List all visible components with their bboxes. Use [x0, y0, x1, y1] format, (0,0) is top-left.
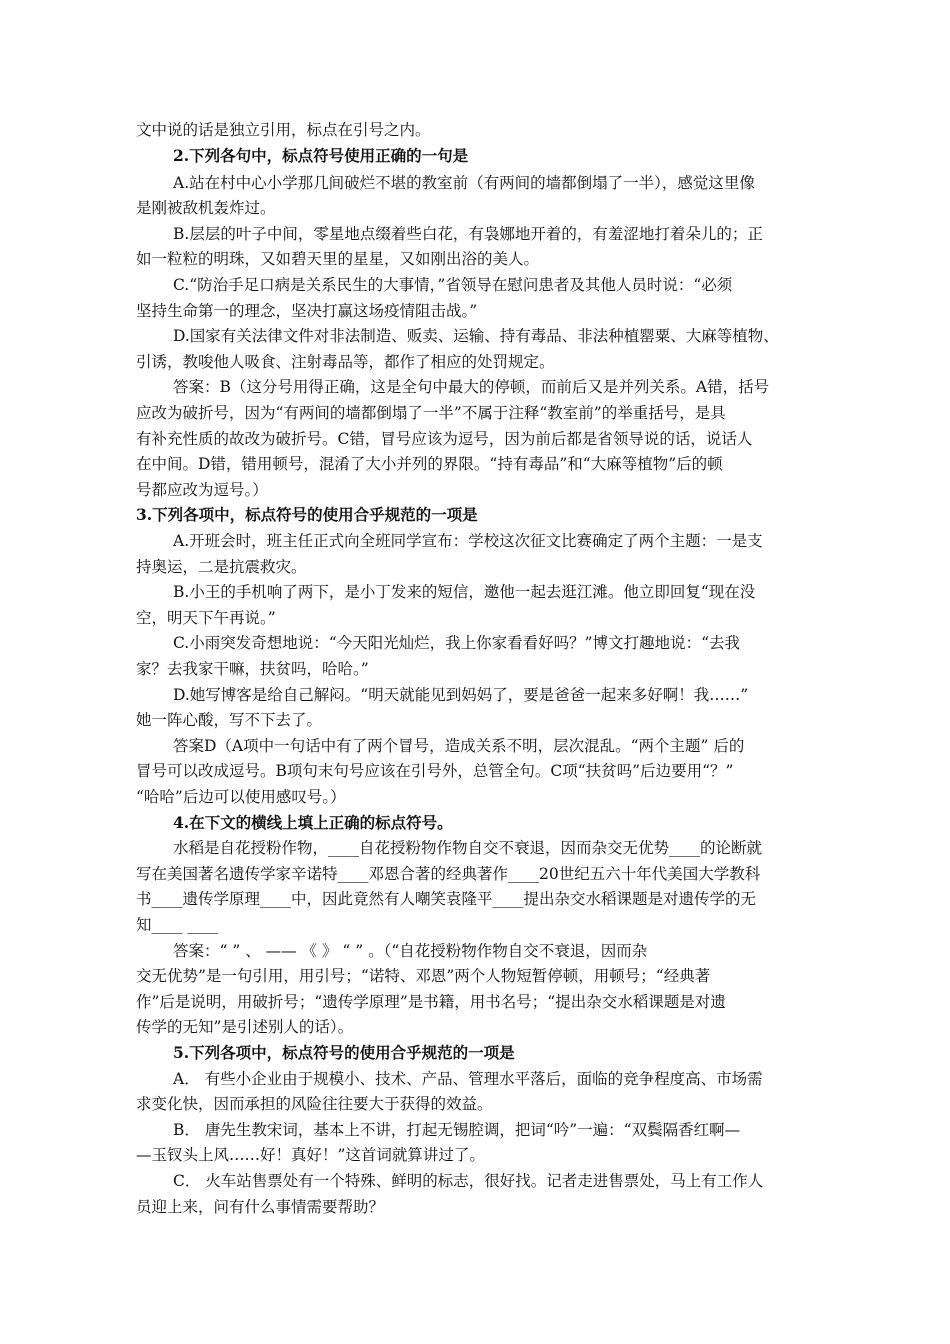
text-line: 号都应改为逗号。） [136, 481, 268, 499]
text-line: D.国家有关法律文件对非法制造、贩卖、运输、持有毒品、非法种植罂粟、大麻等植物、 [173, 327, 779, 345]
text-line: A.站在村中心小学那几间破烂不堪的教室前（有两间的墙都倒塌了一半），感觉这里像 [173, 174, 755, 192]
text-line: 书____遗传学原理____中，因此竟然有人嘲笑袁隆平____提出杂交水稻课题是对遗传学的无 [136, 890, 757, 908]
text-line: C． 火车站售票处有一个特殊、鲜明的标志，很好找。记者走进售票处，马上有工作人 [173, 1172, 764, 1190]
text-line: 应改为破折号，因为“有两间的墙都倒塌了一半”不属于注释“教室前”的举重括号，是具 [136, 404, 726, 422]
text-line: 写在美国著名遗传学家辛诺特____邓恩合著的经典著作____20世纪五六十年代美国大学教科 [136, 865, 761, 883]
answer-line: 答案D（A项中一句话中有了两个冒号，造成关系不明，层次混乱。“两个主题” 后的 [173, 737, 745, 755]
text-line: B.层层的叶子中间，零星地点缀着些白花，有袅娜地开着的，有羞涩地打着朵儿的；正 [173, 225, 763, 243]
text-line: 员迎上来，问有什么事情需要帮助？ [136, 1198, 385, 1216]
answer-line: 答案：“ ” 、 —— 《 》 “ ” 。（“自花授粉物作物自交不衰退，因而杂 [173, 942, 648, 960]
answer-line: 答案：B（这分号用得正确，这是全句中最大的停顿，而前后又是并列关系。A错，括号 [173, 378, 770, 396]
text-line: B.小王的手机响了两下，是小丁发来的短信，邀他一起去逛江滩。他立即回复“现在没 [173, 583, 756, 601]
text-line: —玉钗头上风……好！真好！”这首词就算讲过了。 [136, 1146, 485, 1164]
question-3-heading: 3.下列各项中，标点符号的使用合乎规范的一项是 [136, 505, 478, 524]
text-line: 是刚被敌机轰炸过。 [136, 199, 276, 217]
text-line: 文中说的话是独立引用，标点在引号之内。 [136, 121, 431, 139]
text-line: 交无优势”是一句引用，用引号；“诺特、邓恩”两个人物短暂停顿，用顿号；“经典著 [136, 967, 711, 985]
question-2-heading: 2.下列各句中，标点符号使用正确的一句是 [173, 146, 469, 165]
text-line: D.她写博客是给自己解闷。“明天就能见到妈妈了，要是爸爸一起来多好啊！我……” [173, 686, 749, 704]
text-line: 求变化快，因而承担的风险往往要大于获得的效益。 [136, 1095, 493, 1113]
text-line: 家？去我家干嘛，扶贫吗，哈哈。” [136, 660, 369, 678]
text-line: 如一粒粒的明珠，又如碧天里的星星，又如刚出浴的美人。 [136, 250, 540, 268]
text-line: 水稻是自花授粉作物，____自花授粉物作物自交不衰退，因而杂交无优势____的论断就 [173, 839, 763, 857]
text-line: 作”后是说明，用破折号；“遗传学原理”是书籍，用书名号；“提出杂交水稻课题是对遗 [136, 993, 726, 1011]
text-line: 传学的无知”是引述别人的话）。 [136, 1018, 354, 1036]
text-line: 空，明天下午再说。” [136, 609, 276, 627]
text-line: C.“防治手足口病是关系民生的大事情，”省领导在慰问患者及其他人员时说：“必须 [173, 276, 733, 294]
text-line: A.开班会时，班主任正式向全班同学宣布：学校这次征文比赛确定了两个主题：一是支 [173, 532, 763, 550]
question-4-heading: 4.在下文的横线上填上正确的标点符号。 [173, 813, 453, 832]
text-line: C.小雨突发奇想地说：“今天阳光灿烂，我上你家看看好吗？”博文打趣地说：“去我 [173, 634, 741, 652]
text-line: B． 唐先生教宋词，基本上不讲，打起无锡腔调，把词“吟”一遍：“双鬓隔香红啊— [173, 1121, 741, 1139]
text-line: 有补充性质的故改为破折号。C错，冒号应该为逗号，因为前后都是省领导说的话，说话人 [136, 430, 753, 448]
text-line: 坚持生命第一的理念，坚决打赢这场疫情阻击战。” [136, 302, 478, 320]
text-line: 引诱，教唆他人吸食、注射毒品等，都作了相应的处罚规定。 [136, 353, 555, 371]
text-line: A． 有些小企业由于规模小、技术、产品、管理水平落后，面临的竞争程度高、市场需 [173, 1070, 763, 1088]
text-line: 她一阵心酸，写不下去了。 [136, 711, 323, 729]
text-line: 冒号可以改成逗号。B项句末句号应该在引号外，总管全句。C项“扶贫吗”后边要用“？” [136, 762, 734, 780]
text-line: 知____ ____ [136, 916, 219, 934]
text-line: “哈哈”后边可以使用感叹号。） [136, 788, 346, 806]
text-line: 在中间。D错，错用顿号，混淆了大小并列的界限。“持有毒品”和“大麻等植物”后的顿 [136, 455, 723, 473]
question-5-heading: 5.下列各项中，标点符号的使用合乎规范的一项是 [173, 1043, 515, 1062]
text-line: 持奥运，二是抗震救灾。 [136, 558, 307, 576]
